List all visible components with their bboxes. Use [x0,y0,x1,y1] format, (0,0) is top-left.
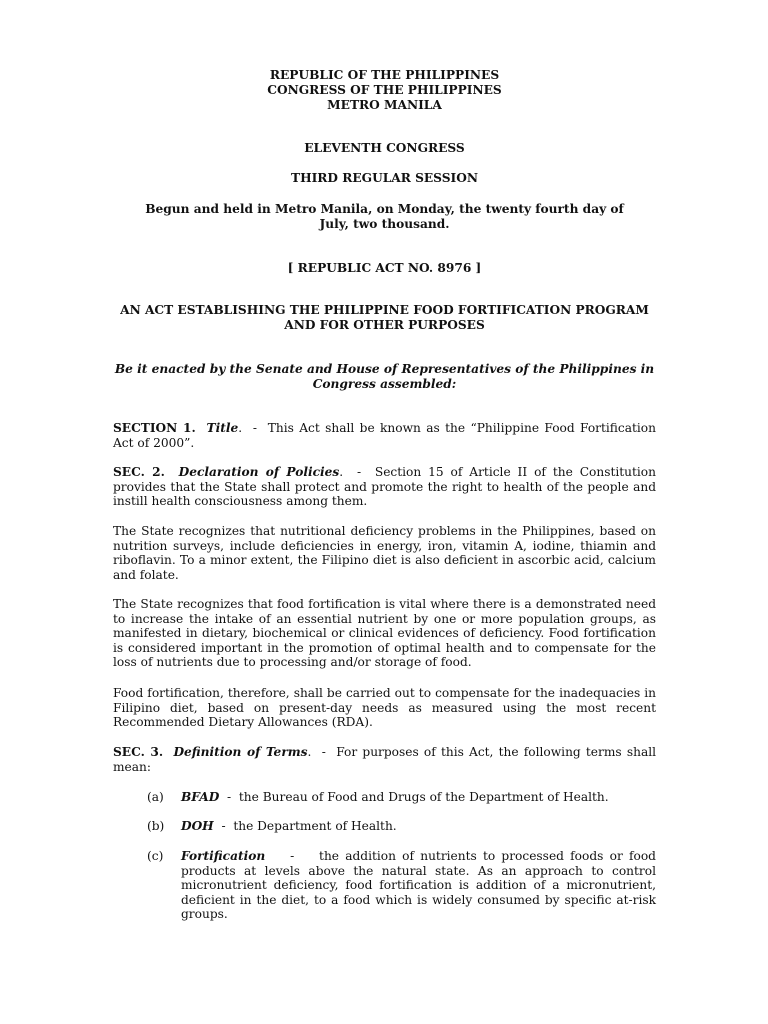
section-1: SECTION 1. Title. - This Act shall be known as the “Philippine Food Fortification Act of 2000”. [113,421,656,450]
section-3: SEC. 3. Definition of Terms. - For purposes of this Act, the following terms shall mean: [113,745,657,774]
section-text: Section 15 of Article II of the Constitution provides that the State shall protect and promote the right to health of the people and instill health consciousness among them. [113,465,656,509]
section-label: SECTION 1. [113,421,196,435]
congress-number: ELEVENTH CONGRESS [304,141,465,155]
item-label: (b) [147,819,165,833]
item-label: (c) [147,849,164,863]
term: DOH [181,819,214,833]
session-name: THIRD REGULAR SESSION [291,171,478,185]
begun-statement: Begun and held in Metro Manila, on Monday, the twenty fourth day of July, two thousand. [145,202,624,231]
definition-text: the Bureau of Food and Drugs of the Department of Health. [238,790,609,804]
paragraph: Food fortification, therefore, shall be carried out to compensate for the inadequacies in Filipino diet, based on present-day needs as measured using the most recent Recommended Dietary Allowances (RDA). [113,686,656,730]
item-label: (a) [147,790,164,804]
definition-item: (a) BFAD - the Bureau of Food and Drugs of the Department of Health. [147,790,609,804]
definition-text: the addition of nutrients to processed foods or food products at levels above the natural state. As an approach to control micronutrient deficiency, food fortification is addition of a micronutrient, deficient in the diet, to a food which is widely consumed by specific at-risk groups. [181,849,656,922]
term: BFAD [181,790,220,804]
paragraph: The State recognizes that nutritional deficiency problems in the Philippines, based on nutrition surveys, include deficiencies in energy, iron, vitamin A, iodine, thiamin and riboflavin. To a minor extent, the Filipino diet is also deficient in ascorbic acid, calcium and folate. [113,524,656,582]
section-2: SEC. 2. Declaration of Policies. - Section 15 of Article II of the Constitution provides that the State shall protect and promote the right to health of the people and instill health consciousness among them. [113,465,656,509]
header-location: METRO MANILA [327,98,442,112]
definition-item: (c) Fortification - the addition of nutrients to processed foods or food products at levels above the natural state. As an approach to control micronutrient deficiency, food fortification is addition of a micronutrient, deficient in the diet, to a food which is widely consumed by specific at-risk groups. [147,849,656,922]
term: Fortification [181,849,266,863]
act-number: [ REPUBLIC ACT NO. 8976 ] [287,261,482,275]
definition-text: the Department of Health. [233,819,397,833]
section-label: SEC. 3. [113,745,164,759]
paragraph: The State recognizes that food fortification is vital where there is a demonstrated need to increase the intake of an essential nutrient by one or more population groups, as manifested in dietary, biochemical or clinical evidences of deficiency. Food fortification is considered important in the promotion of optimal health and to compensate for the loss of nutrients due to processing and/or storage of food. [113,597,656,670]
section-text: For purposes of this Act, the following terms shall mean: [113,745,657,774]
definition-item: (b) DOH - the Department of Health. [147,819,397,833]
header-republic: REPUBLIC OF THE PHILIPPINES [269,68,500,82]
header-congress: CONGRESS OF THE PHILIPPINES [267,83,502,97]
section-text: This Act shall be known as the “Philippine Food Fortification Act of 2000”. [113,421,656,450]
section-label: SEC. 2. [113,465,165,479]
section-heading: Title [206,421,239,435]
section-heading: Definition of Terms [173,745,308,759]
section-heading: Declaration of Policies [178,465,340,479]
enacting-clause: Be it enacted by the Senate and House of Representatives of the Philippines in Congress assembled: [114,362,655,391]
act-title: AN ACT ESTABLISHING THE PHILIPPINE FOOD FORTIFICATION PROGRAM AND FOR OTHER PURPOSES [120,303,649,332]
